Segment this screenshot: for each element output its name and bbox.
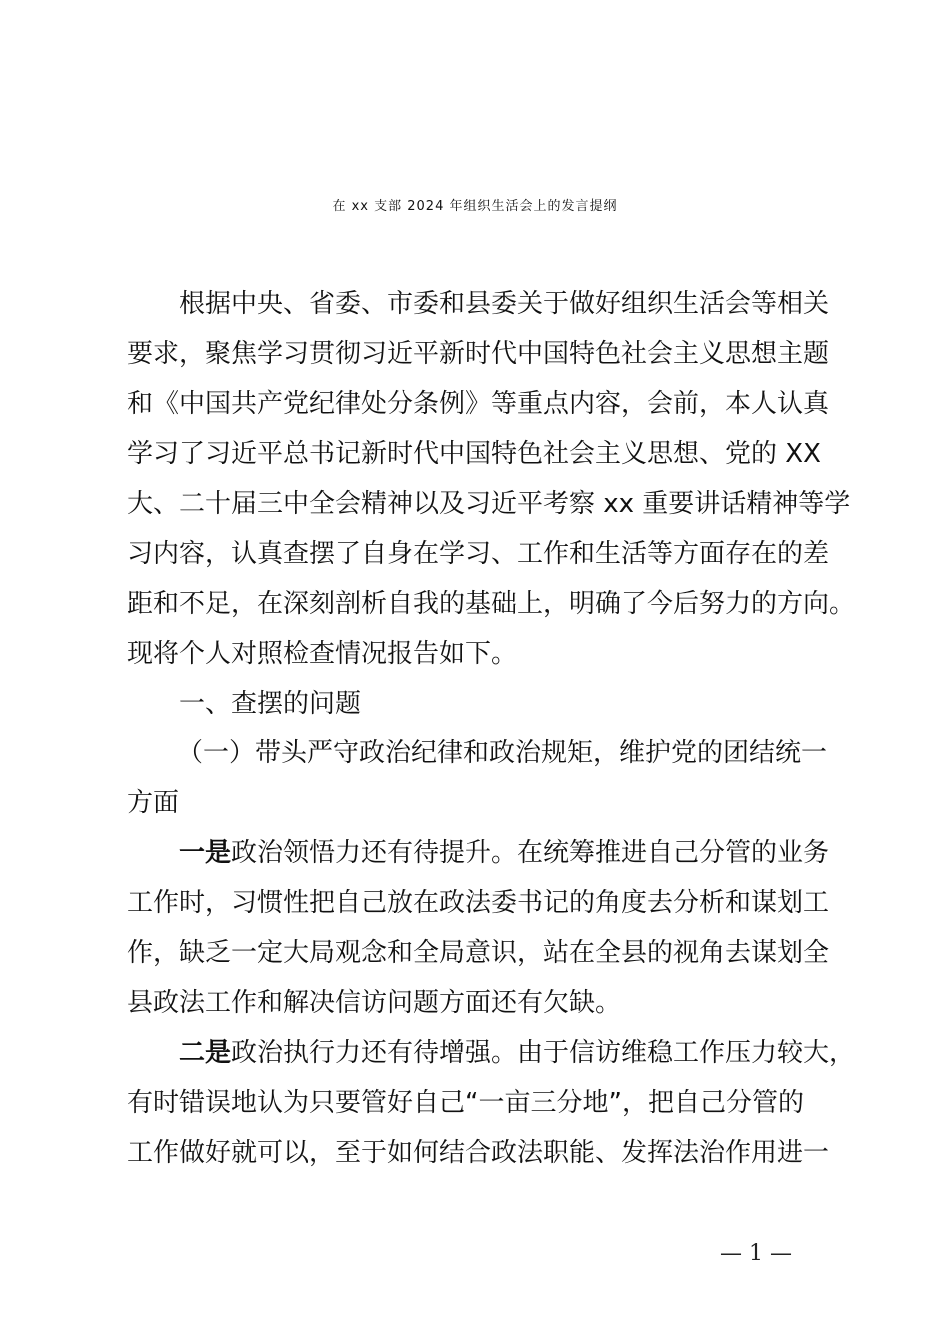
point-2-lead: 二是: [179, 1038, 232, 1068]
intro-line-8: 现将个人对照检查情况报告如下。: [127, 639, 518, 669]
point-1-first-line: [179, 833, 829, 873]
intro-line-4: 学习了习近平总书记新时代中国特色社会主义思想、党的 XX: [127, 439, 821, 469]
point-1-text: 政治领悟力还有待提升。在统筹推进自己分管的业务: [231, 838, 830, 868]
point-1-line-3: 作，缺乏一定大局观念和全局意识，站在全县的视角去谋划全: [127, 938, 830, 968]
document-title: 在 xx 支部 2024 年组织生活会上的发言提纲: [332, 199, 618, 214]
intro-line-3: 和《中国共产党纪律处分条例》等重点内容，会前，本人认真: [127, 389, 830, 419]
section-heading: 一、查摆的问题: [179, 689, 362, 719]
point-1-lead: 一是: [179, 838, 232, 868]
intro-line-2: 要求，聚焦学习贯彻习近平新时代中国特色社会主义思想主题: [127, 339, 830, 369]
point-2-line-2: 有时错误地认为只要管好自己“一亩三分地”，把自己分管的: [127, 1088, 804, 1118]
page-number: — 1 —: [720, 1241, 792, 1266]
point-1-line-2: 工作时，习惯性把自己放在政法委书记的角度去分析和谋划工: [127, 888, 830, 918]
point-2-text: 政治执行力还有待增强。由于信访维稳工作压力较大，: [231, 1038, 856, 1068]
point-2-first-line: [179, 1033, 855, 1073]
point-2-line-3: 工作做好就可以，至于如何结合政法职能、发挥法治作用进一: [127, 1138, 830, 1168]
subsection-heading-line-2: 方面: [127, 788, 180, 818]
intro-line-7: 距和不足，在深刻剖析自我的基础上，明确了今后努力的方向。: [127, 589, 856, 619]
intro-line-1: 根据中央、省委、市委和县委关于做好组织生活会等相关: [179, 289, 830, 319]
intro-line-6: 习内容，认真查摆了自身在学习、工作和生活等方面存在的差: [127, 539, 830, 569]
intro-line-5: 大、二十届三中全会精神以及习近平考察 xx 重要讲话精神等学: [127, 489, 851, 519]
point-1-line-4: 县政法工作和解决信访问题方面还有欠缺。: [127, 988, 622, 1018]
subsection-heading-line-1: （一）带头严守政治纪律和政治规矩，维护党的团结统一: [177, 738, 828, 768]
